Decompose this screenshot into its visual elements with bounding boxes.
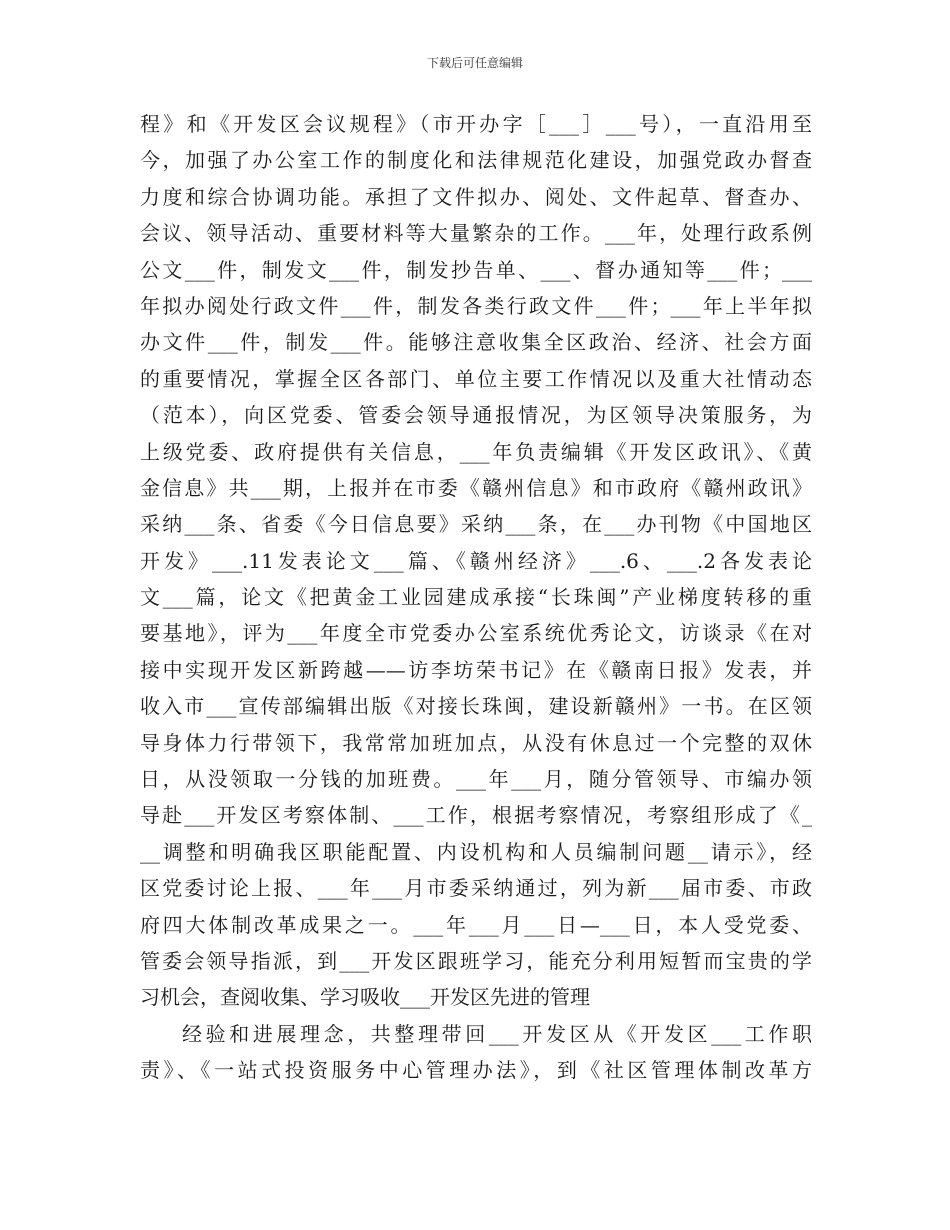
text-line: 的重要情况，掌握全区各部门、单位主要工作情况以及重大社情动态: [140, 366, 812, 391]
text-line: 力度和综合协调功能。承担了文件拟办、阅处、文件起草、督查办、: [140, 184, 812, 209]
text-line: 管委会领导指派，到___开发区跟班学习，能充分利用短暂而宝贵的学: [140, 948, 812, 973]
text-line: 开发》___.11发表论文___篇、《赣州经济》___.6、___.2各发表论: [140, 548, 812, 573]
text-line: 导身体力行带领下，我常常加班加点，从没有休息过一个完整的双休: [140, 730, 812, 755]
text-line: 金信息》共___期，上报并在市委《赣州信息》和市政府《赣州政讯》: [140, 475, 812, 500]
page-header-note: 下载后可任意编辑: [426, 56, 523, 70]
text-line: 导赴___开发区考察体制、___工作，根据考察情况，考察组形成了《_: [140, 803, 812, 828]
text-line: 采纳___条、省委《今日信息要》采纳___条，在___办刊物《中国地区: [140, 512, 812, 537]
text-line: 区党委讨论上报、___年___月市委采纳通过，列为新___届市委、市政: [140, 876, 812, 901]
text-line: 文___篇，论文《把黄金工业园建成承接“长珠闽”产业梯度转移的重: [140, 585, 812, 610]
text-line: 程》和《开发区会议规程》（市开办字［___］___号），一直沿用至: [140, 112, 812, 136]
text-line: 接中实现开发区新跨越——访李坊荣书记》在《赣南日报》发表，并: [140, 657, 812, 682]
text-line: 习机会，查阅收集、学习吸收___开发区先进的管理: [140, 985, 590, 1010]
text-line: 办文件___件，制发___件。能够注意收集全区政治、经济、社会方面: [140, 330, 812, 355]
text-line: 收入市___宣传部编辑出版《对接长珠闽，建设新赣州》一书。在区领: [140, 694, 812, 719]
text-line: 公文___件，制发文___件，制发抄告单、___、督办通知等___件；___: [140, 257, 812, 282]
text-line: 经验和进展理念，共整理带回___开发区从《开发区___工作职: [182, 1021, 812, 1046]
document-body: [140, 106, 812, 1089]
paragraph-1: [140, 106, 812, 1016]
text-line: 府四大体制改革成果之一。___年___月___日—___日，本人受党委、: [140, 912, 812, 937]
paragraph-2: [140, 1016, 812, 1089]
text-line: __调整和明确我区职能配置、内设机构和人员编制问题__请示》，经: [140, 839, 812, 864]
text-line: 日，从没领取一分钱的加班费。___年___月，随分管领导、市编办领: [140, 767, 812, 792]
text-line: 要基地》，评为___年度全市党委办公室系统优秀论文，访谈录《在对: [140, 621, 812, 646]
text-line: 责》、《一站式投资服务中心管理办法》，到《社区管理体制改革方: [140, 1058, 812, 1083]
text-line: 上级党委、政府提供有关信息，___年负责编辑《开发区政讯》、《黄: [140, 439, 812, 464]
text-line: （范本），向区党委、管委会领导通报情况，为区领导决策服务，为: [140, 403, 812, 428]
text-line: 会议、领导活动、重要材料等大量繁杂的工作。___年，处理行政系例: [140, 221, 812, 246]
text-line: 年拟办阅处行政文件___件，制发各类行政文件___件；___年上半年拟: [140, 293, 812, 318]
text-line: 今，加强了办公室工作的制度化和法律规范化建设，加强党政办督查: [140, 148, 812, 173]
